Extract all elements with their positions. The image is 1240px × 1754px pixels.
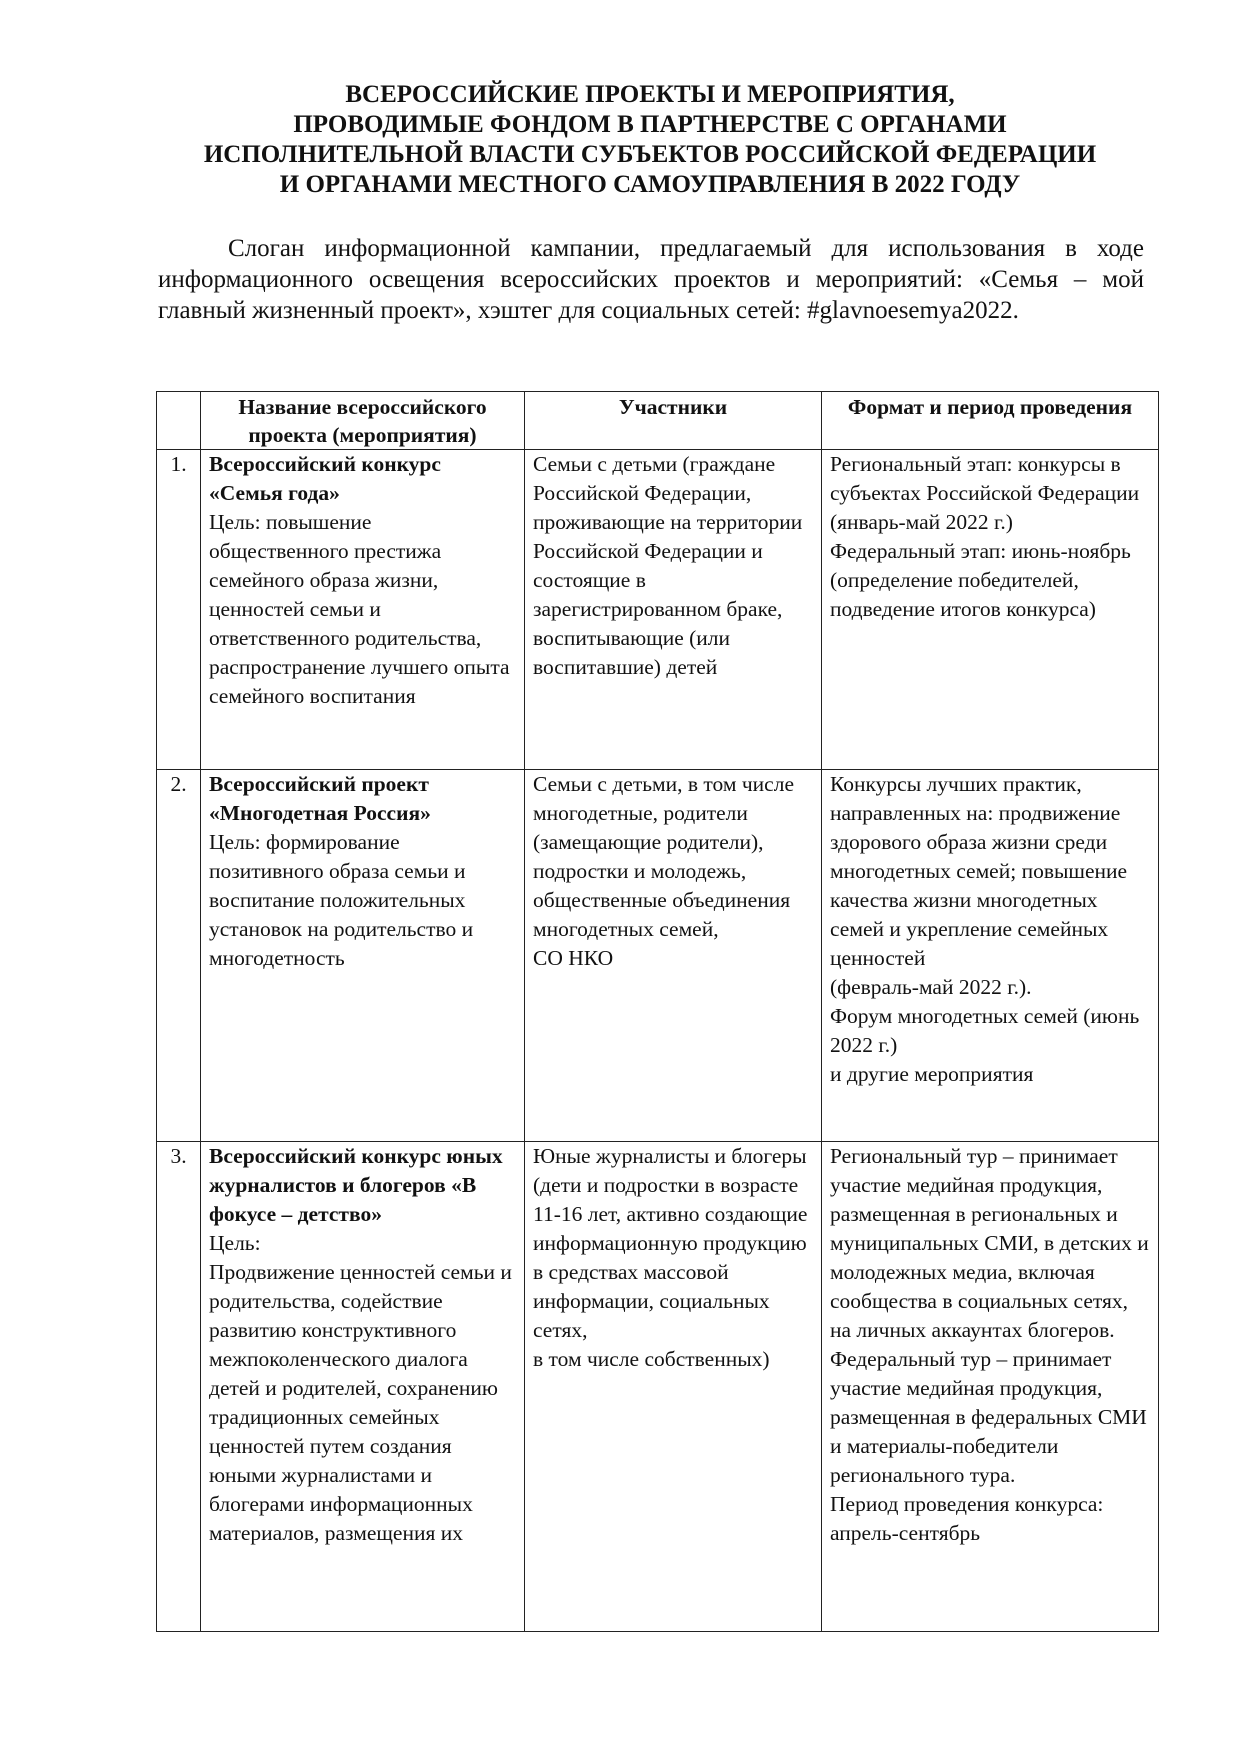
- title-line: И ОРГАНАМИ МЕСТНОГО САМОУПРАВЛЕНИЯ В 2022 ГОДУ: [279, 171, 1021, 198]
- row-number: 2.: [157, 770, 201, 1142]
- format-line: Федеральный тур – принимает участие медийная продукция, размещенная в федеральных СМИ и материалы-победители регионального тура.: [830, 1347, 1147, 1487]
- participants-text: Семьи с детьми (граждане Российской Федерации, проживающие на территории Российской Федерации и состоящие в зарегистрированном браке, воспитывающие (или воспитавшие) детей: [533, 452, 803, 679]
- participants-line: (дети и подростки в возрасте 11-16 лет, активно создающие информационную продукцию в средствах массовой информации, социальных сетях,: [533, 1173, 808, 1342]
- header-name: Название всероссийского проекта (мероприятия): [201, 392, 525, 450]
- participants-line: Семьи с детьми, в том числе многодетные, родители (замещающие родители),: [533, 772, 794, 854]
- participants-line: СО НКО: [533, 946, 614, 970]
- participants-cell: [525, 1142, 822, 1632]
- page-title: [130, 80, 1170, 200]
- row-number: 1.: [157, 450, 201, 770]
- project-title: Всероссийский проект «Многодетная Россия»: [209, 772, 431, 825]
- header-format: Формат и период проведения: [822, 392, 1159, 450]
- format-line: (февраль-май 2022 г.).: [830, 975, 1032, 999]
- project-name-cell: [201, 450, 525, 770]
- table-row: [157, 450, 1159, 770]
- format-line: и другие мероприятия: [830, 1062, 1034, 1086]
- participants-line: в том числе собственных): [533, 1347, 770, 1371]
- project-goal-label: Цель:: [209, 1231, 261, 1255]
- format-line: Форум многодетных семей (июнь 2022 г.): [830, 1004, 1140, 1057]
- format-cell: [822, 450, 1159, 770]
- row-number: 3.: [157, 1142, 201, 1632]
- project-goal: Цель: формирование позитивного образа семьи и воспитание положительных установок на родительство и многодетность: [209, 830, 474, 970]
- project-goal: Продвижение ценностей семьи и родительства, содействие развитию конструктивного межпоколенческого диалога детей и родителей, сохранению традиционных семейных ценностей путем создания юными журналистами и блогерами информационных материалов, размещения их: [209, 1260, 512, 1545]
- table-row: [157, 770, 1159, 1142]
- projects-table: [156, 391, 1159, 1632]
- intro-paragraph: [158, 233, 1144, 326]
- format-line: Федеральный этап: июнь-ноябрь (определение победителей, подведение итогов конкурса): [830, 539, 1131, 621]
- format-line: Региональный тур – принимает участие медийная продукция, размещенная в региональных и муниципальных СМИ, в детских и молодежных медиа, включая сообщества в социальных сетях, на личных аккаунтах блогеров.: [830, 1144, 1149, 1342]
- format-cell: [822, 770, 1159, 1142]
- project-name-cell: [201, 770, 525, 1142]
- project-title: Всероссийский конкурс юных журналистов и блогеров «В фокусе – детство»: [209, 1144, 503, 1226]
- participants-cell: [525, 770, 822, 1142]
- title-line: ИСПОЛНИТЕЛЬНОЙ ВЛАСТИ СУБЪЕКТОВ РОССИЙСКОЙ ФЕДЕРАЦИИ: [203, 141, 1097, 168]
- participants-cell: [525, 450, 822, 770]
- project-name-cell: [201, 1142, 525, 1632]
- table-header-row: [157, 392, 1159, 450]
- table-row: [157, 1142, 1159, 1632]
- intro-text: Слоган информационной кампании, предлагаемый для использования в ходе информационного освещения всероссийских проектов и мероприятий: «Семья – мой главный жизненный проект», хэштег для социальных сетей: #glavnoesemya2022.: [158, 235, 1144, 324]
- participants-line: Юные журналисты и блогеры: [533, 1144, 807, 1168]
- title-line: ПРОВОДИМЫЕ ФОНДОМ В ПАРТНЕРСТВЕ С ОРГАНАМИ: [293, 111, 1007, 138]
- project-goal: Цель: повышение общественного престижа семейного образа жизни, ценностей семьи и ответственного родительства, распространение лучшего опыта семейного воспитания: [209, 510, 510, 708]
- format-line: Период проведения конкурса: апрель-сентябрь: [830, 1492, 1104, 1545]
- format-cell: [822, 1142, 1159, 1632]
- participants-line: подростки и молодежь, общественные объединения многодетных семей,: [533, 859, 791, 941]
- title-line: ВСЕРОССИЙСКИЕ ПРОЕКТЫ И МЕРОПРИЯТИЯ,: [345, 81, 955, 108]
- header-num: [157, 392, 201, 450]
- format-line: Конкурсы лучших практик, направленных на: продвижение здорового образа жизни среди многодетных семей; повышение качества жизни многодетных семей и укрепление семейных ценностей: [830, 772, 1128, 970]
- format-line: Региональный этап: конкурсы в субъектах Российской Федерации (январь-май 2022 г.): [830, 452, 1140, 534]
- header-participants: Участники: [525, 392, 822, 450]
- project-title: Всероссийский конкурс «Семья года»: [209, 452, 441, 505]
